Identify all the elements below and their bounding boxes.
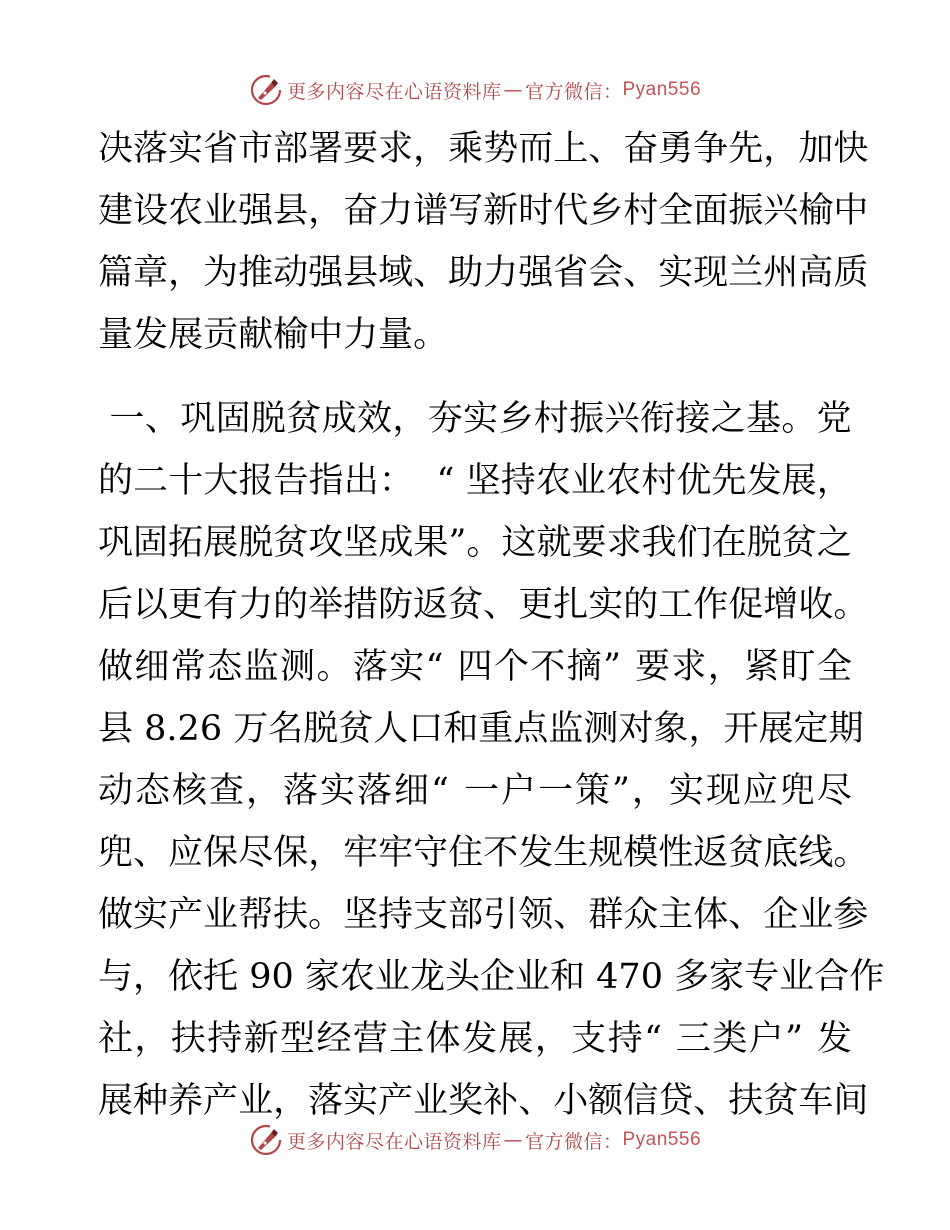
text-line: 县 8.26 万 名 脱 贫 人 口 和 重 点 监 测 对 象 ， 开 展 定 期 bbox=[98, 709, 864, 749]
text-line: 的 二 十 大 报 告 指 出 ： “ 坚 持 农 业 农 村 优 先 发 展 ， bbox=[98, 461, 852, 501]
watermark-label: 官方微信： bbox=[524, 1130, 623, 1153]
watermark-brand: 更多内容尽在心语资料库 bbox=[286, 1130, 502, 1153]
pen-nib-logo-icon bbox=[249, 73, 283, 107]
paragraph-gap bbox=[98, 366, 852, 388]
text-line: 兜 、 应 保 尽 保 ， 牢 牢 守 住 不 发 生 规 模 性 返 贫 底 线 。 bbox=[98, 833, 869, 873]
text-line: 与 ， 依 托 90 家 农 业 龙 头 企 业 和 470 多 家 专 业 合 作 bbox=[98, 957, 885, 997]
watermark-separator: — bbox=[503, 1129, 523, 1151]
text-line: 做 实 产 业 帮 扶 。 坚 持 支 部 引 领 、 群 众 主 体 、 企 业 参 bbox=[98, 895, 869, 935]
watermark-separator: — bbox=[503, 79, 523, 101]
text-line: 做 细 常 态 监 测 。 落 实 “ 四 个 不 摘 ” 要 求 ， 紧 盯 全 bbox=[98, 647, 852, 687]
text-line: 量 发 展 贡 献 榆 中 力 量 。 bbox=[98, 315, 449, 355]
text-line: 后 以 更 有 力 的 举 措 防 返 贫 、 更 扎 实 的 工 作 促 增 收 。 bbox=[98, 585, 869, 625]
text-line: 动 态 核 查 ， 落 实 落 细 “ 一 户 一 策 ” ， 实 现 应 兜 尽 bbox=[98, 771, 852, 811]
text-line: 一 、 巩 固 脱 贫 成 效 ， 夯 实 乡 村 振 兴 衔 接 之 基 。 党 bbox=[109, 399, 852, 439]
text-line: 社 ， 扶 持 新 型 经 营 主 体 发 展 ， 支 持 “ 三 类 户 ” 发 bbox=[98, 1019, 852, 1059]
pen-nib-logo-icon bbox=[249, 1123, 283, 1157]
text-line: 建 设 农 业 强 县 ， 奋 力 谱 写 新 时 代 乡 村 全 面 振 兴 榆 中 bbox=[98, 191, 869, 231]
document-body bbox=[98, 118, 885, 1132]
paragraph-2 bbox=[98, 388, 885, 1132]
watermark-label: 官方微信： bbox=[524, 80, 623, 103]
watermark-footer bbox=[0, 1120, 950, 1160]
watermark-brand: 更多内容尽在心语资料库 bbox=[286, 80, 502, 103]
watermark-wechat-id: Pyan556 bbox=[622, 79, 702, 100]
watermark-wechat-id: Pyan556 bbox=[622, 1129, 702, 1150]
paragraph-1 bbox=[98, 118, 869, 366]
text-line: 展 种 养 产 业 ， 落 实 产 业 奖 补 、 小 额 信 贷 、 扶 贫 车 间 bbox=[98, 1081, 869, 1121]
watermark-header bbox=[0, 70, 950, 110]
text-line: 巩 固 拓 展 脱 贫 攻 坚 成 果 ” 。 这 就 要 求 我 们 在 脱 贫 之 bbox=[98, 523, 852, 563]
text-line: 决 落 实 省 市 部 署 要 求 ， 乘 势 而 上 、 奋 勇 争 先 ， 加 快 bbox=[98, 129, 869, 169]
text-line: 篇 章 ， 为 推 动 强 县 域 、 助 力 强 省 会 、 实 现 兰 州 高 质 bbox=[98, 253, 869, 293]
